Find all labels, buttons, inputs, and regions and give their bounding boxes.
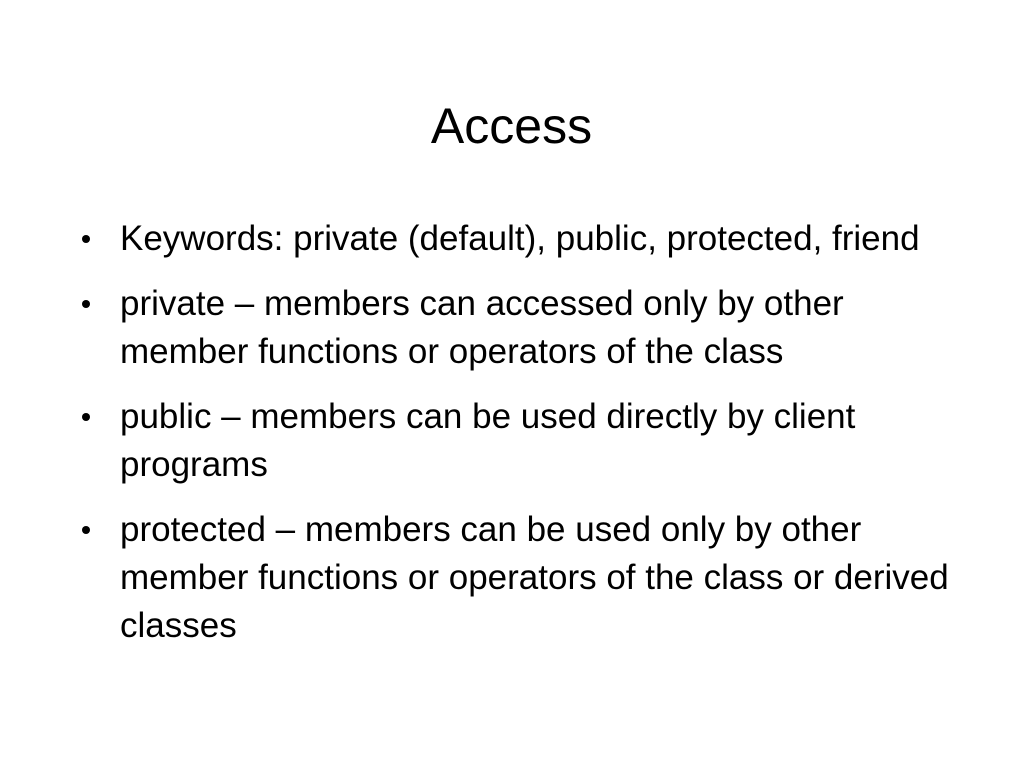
bullet-item-protected [82, 506, 962, 650]
bullet-dot-icon [82, 526, 90, 534]
bullet-text: public – members can be used directly by client programs [120, 397, 856, 484]
bullet-dot-icon [82, 235, 90, 243]
bullet-item-private [82, 280, 962, 376]
bullet-item-keywords [82, 215, 962, 263]
bullet-list [82, 215, 962, 667]
bullet-text: protected – members can be used only by other member functions or operators of the class or derived classes [120, 510, 949, 645]
bullet-item-public [82, 393, 962, 489]
bullet-text: private – members can accessed only by other member functions or operators of the class [120, 284, 844, 371]
bullet-dot-icon [82, 413, 90, 421]
bullet-dot-icon [82, 300, 90, 308]
bullet-text: Keywords: private (default), public, protected, friend [120, 219, 920, 258]
slide-title: Access [430, 98, 593, 154]
